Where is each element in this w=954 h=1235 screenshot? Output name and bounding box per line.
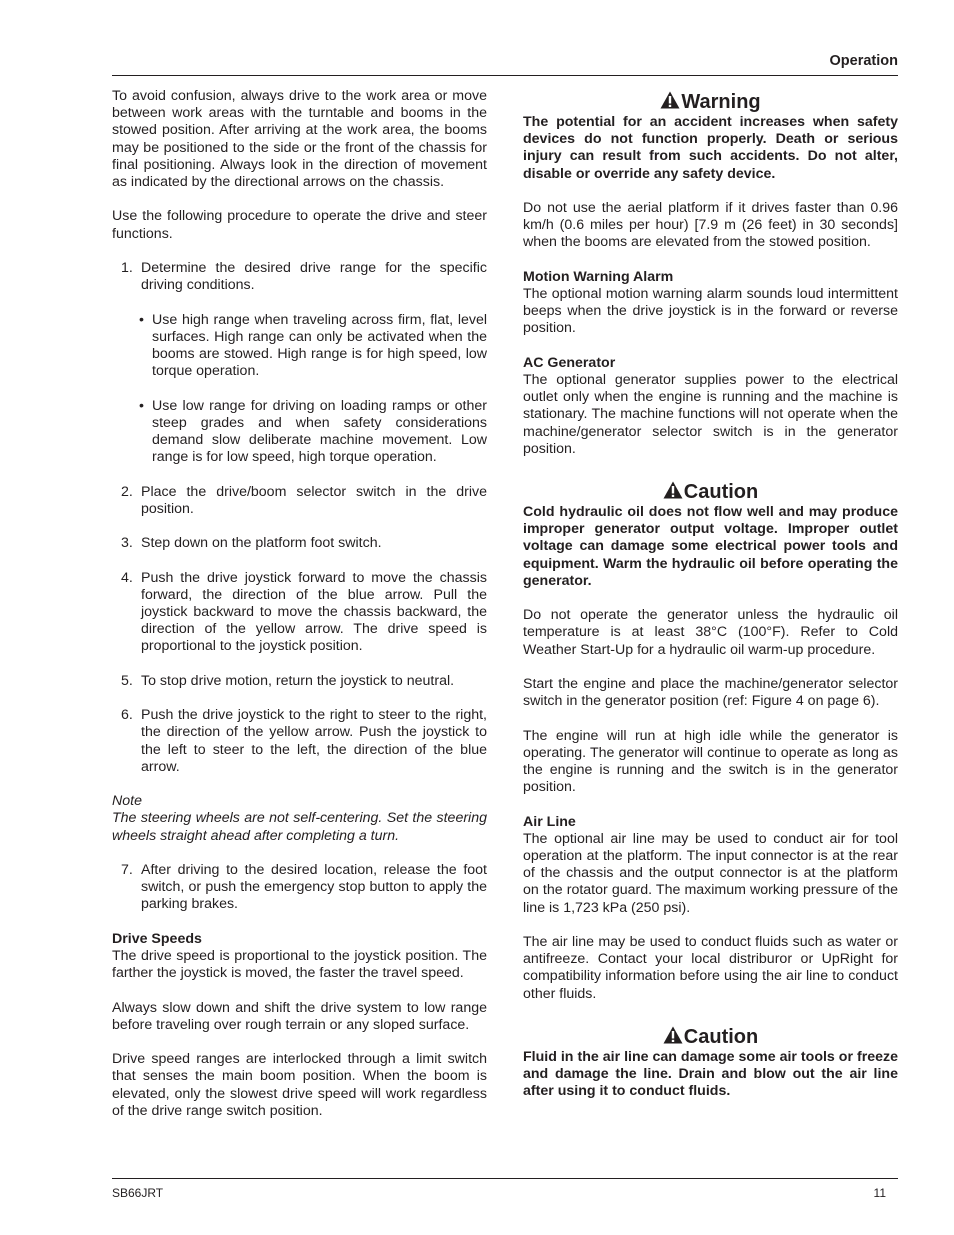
air-line-heading: Air Line bbox=[523, 813, 576, 830]
step-3 bbox=[112, 535, 487, 552]
motion-alarm-text: The optional motion warning alarm sounds loud intermittent beeps when the drive joystick is in the forward or reverse position. bbox=[523, 286, 898, 337]
ac-generator-heading: AC Generator bbox=[523, 354, 616, 371]
caution-title-1 bbox=[523, 480, 898, 504]
air-line-paragraph-2: The air line may be used to conduct fluids such as water or antifreeze. Contact your local distriburor or UpRight for compatibility information before using the air line to conduct other fluids. bbox=[523, 934, 898, 1002]
caution-title-2 bbox=[523, 1025, 898, 1049]
step-text: Determine the desired drive range for the specific driving conditions. bbox=[141, 260, 487, 294]
generator-paragraph-1: Do not operate the generator unless the hydraulic oil temperature is at least 38°C (100°F). Refer to Cold Weather Start-Up for a hydraulic oil warm-up procedure. bbox=[523, 607, 898, 658]
note-label: Note bbox=[112, 793, 142, 810]
left-column bbox=[112, 88, 487, 1137]
footer-doc-id: SB66JRT bbox=[112, 1186, 164, 1200]
procedure-steps-continued bbox=[112, 862, 487, 914]
step-1 bbox=[112, 260, 487, 466]
header-rule bbox=[112, 75, 898, 76]
step-5 bbox=[112, 673, 487, 690]
step-2 bbox=[112, 484, 487, 518]
step-text: To stop drive motion, return the joystick to neutral. bbox=[141, 672, 455, 689]
drive-speeds-heading: Drive Speeds bbox=[112, 930, 202, 947]
intro-paragraph: To avoid confusion, always drive to the work area or move between work areas with the turntable and booms in the stowed position. After arriving at the work area, the booms may be positioned to the side or the front of the chassis for final positioning. Always look in the direction of movement as indicated by the directional arrows on the chassis. bbox=[112, 88, 487, 191]
motion-alarm-heading: Motion Warning Alarm bbox=[523, 268, 674, 285]
caution-title-text: Caution bbox=[683, 481, 759, 504]
step-7 bbox=[112, 862, 487, 914]
note-block bbox=[112, 793, 487, 845]
step-text: Step down on the platform foot switch. bbox=[141, 535, 382, 552]
step-number: 3. bbox=[121, 535, 133, 552]
warning-title-text: Warning bbox=[681, 91, 761, 113]
warning-title bbox=[523, 90, 898, 114]
air-line-paragraph-1: The optional air line may be used to conduct air for tool operation at the platform. The input connector is at the rear of the chassis and the output connector is at the platform on the rotator guard. The maximum working pressure of the line is 1,723 kPa (250 psi). bbox=[523, 830, 898, 916]
step-text: Place the drive/boom selector switch in the drive position. bbox=[141, 483, 487, 517]
step-number: 4. bbox=[121, 569, 133, 586]
speed-limit-paragraph: Do not use the aerial platform if it drives faster than 0.96 km/h (0.6 miles per hour) [7.9 m (26 feet) in 30 seconds] when the booms are elevated from the stowed position. bbox=[523, 200, 898, 251]
step-4 bbox=[112, 570, 487, 656]
step-text: Push the drive joystick forward to move the chassis forward, the direction of the blue arrow. Pull the joystick backward to move the chassis backward, the direction of the yellow arrow. The drive speed is proportional to the joystick position. bbox=[141, 569, 487, 655]
bullet-low-range: • Use low range for driving on loading ramps or other steep grades and when safety considerations demand slow deliberate machine movement. Low range is for low speed, high torque operation. bbox=[141, 398, 487, 467]
caution-triangle-icon bbox=[663, 481, 683, 499]
caution-text-1: Cold hydraulic oil does not flow well and may produce improper generator output voltage. Improper outlet voltage can damage some electrical power tools and equipment. Warm the hydraulic oil before operating the generator. bbox=[523, 504, 898, 589]
right-column bbox=[523, 90, 898, 1118]
note-text: The steering wheels are not self-centering. Set the steering wheels straight ahead after completing a turn. bbox=[112, 810, 487, 844]
footer-page-number: 11 bbox=[873, 1186, 886, 1200]
step-number: 6. bbox=[121, 707, 133, 724]
drive-speeds-paragraph-2: Always slow down and shift the drive system to low range before traveling over rough terrain or any sloped surface. bbox=[112, 999, 487, 1033]
drive-range-bullets bbox=[141, 312, 487, 467]
step-number: 5. bbox=[121, 672, 133, 689]
warning-text: The potential for an accident increases when safety devices do not function properly. Death or serious injury can result from such accidents. Do not alter, disable or override any safety device. bbox=[523, 114, 898, 182]
procedure-steps bbox=[112, 260, 487, 776]
caution-title-text: Caution bbox=[683, 1025, 759, 1048]
step-number: 1. bbox=[121, 260, 133, 276]
bullet-high-range: • Use high range when traveling across firm, flat, level surfaces. High range can only be activated when the booms are stowed. High range is for high speed, low torque operation. bbox=[141, 312, 487, 381]
step-number: 2. bbox=[121, 483, 133, 500]
caution-text-2: Fluid in the air line can damage some air tools or freeze and damage the line. Drain and blow out the air line after using it to conduct fluids. bbox=[523, 1048, 898, 1100]
drive-speeds-paragraph-3: Drive speed ranges are interlocked through a limit switch that senses the main boom position. When the boom is elevated, only the slowest drive speed will work regardless of the drive range switch position. bbox=[112, 1051, 487, 1119]
generator-paragraph-2: Start the engine and place the machine/generator selector switch in the generator position (ref: Figure 4 on page 6). bbox=[523, 676, 898, 710]
warning-triangle-icon bbox=[660, 91, 680, 109]
step-text: Push the drive joystick to the right to steer to the right, the direction of the yellow arrow. Push the joystick to the left to steer to the left, the direction of the blue arrow. bbox=[141, 707, 487, 775]
procedure-intro: Use the following procedure to operate the drive and steer functions. bbox=[112, 208, 487, 242]
step-text: After driving to the desired location, release the foot switch, or push the emergency stop button to apply the parking brakes. bbox=[141, 861, 487, 913]
step-number: 7. bbox=[121, 861, 133, 878]
step-6 bbox=[112, 707, 487, 776]
generator-paragraph-3: The engine will run at high idle while the generator is operating. The generator will continue to operate as long as the engine is running and the switch is in the generator position. bbox=[523, 727, 898, 796]
footer-rule bbox=[112, 1178, 898, 1179]
ac-generator-text: The optional generator supplies power to the electrical outlet only when the engine is running and the machine is stationary. The machine functions will not operate when the machine/generator selector switch is in the generator position. bbox=[523, 372, 898, 457]
page-header-title: Operation bbox=[829, 53, 898, 69]
drive-speeds-paragraph-1: The drive speed is proportional to the joystick position. The farther the joystick is moved, the faster the travel speed. bbox=[112, 947, 487, 982]
caution-triangle-icon bbox=[663, 1026, 683, 1044]
